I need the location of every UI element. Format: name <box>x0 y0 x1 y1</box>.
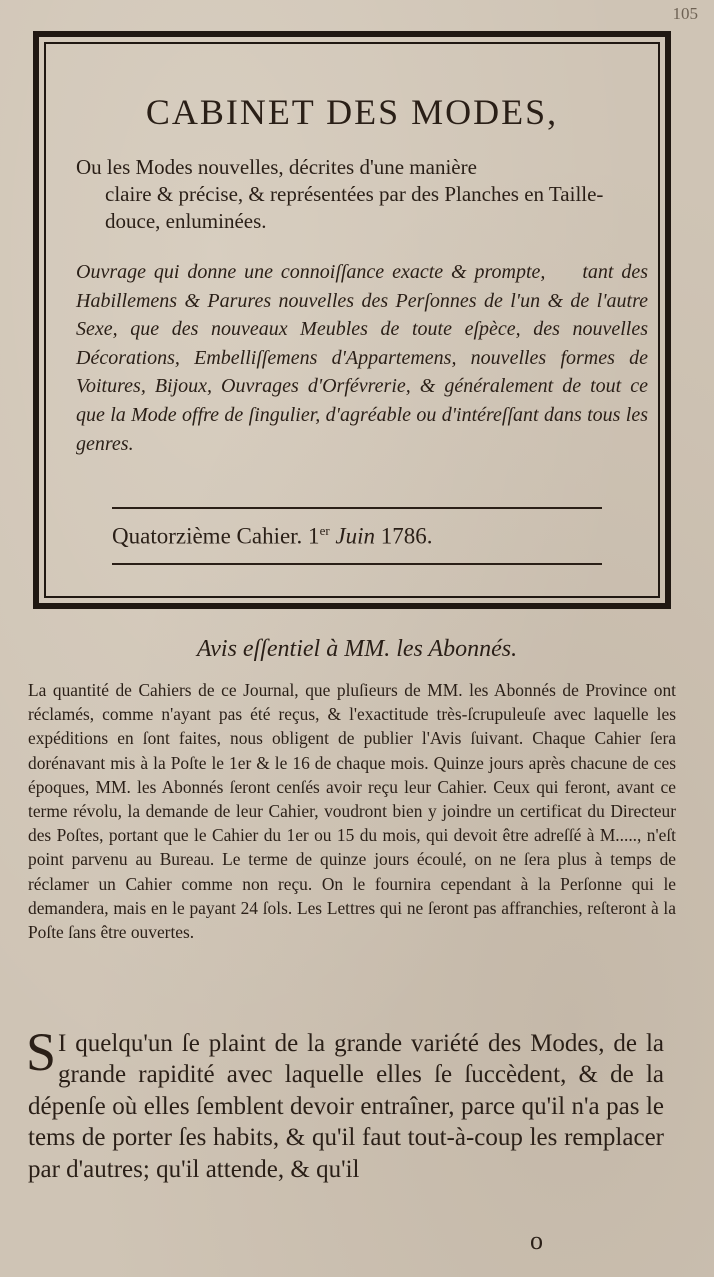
catchword: o <box>530 1226 543 1255</box>
publication-title: CABINET DES MODES, <box>145 92 559 132</box>
lower-rule <box>112 563 602 565</box>
page-number: 105 <box>672 4 698 23</box>
description-rest: tant des Habillemens & Parures nouvelles des Perſonnes de l'un & de l'autre Sexe, que des nouveaux Meubles de toute eſpèce, des nouvelles Décorations, Embelliſſemens d'Appartemens, nouvelles formes de Voitures, Bijoux, Ouvrages d'Orfévrerie, & généralement de tout ce que la Mode offre de ſingulier, d'agréable ou d'intéreſſant dans tous les genres. <box>76 261 648 455</box>
drop-cap: S <box>26 1022 57 1082</box>
issue-superscript: er <box>319 523 330 538</box>
notice-heading: Avis eſſentiel à MM. les Abonnés. <box>196 636 518 662</box>
main-paragraph: I quelqu'un ſe plaint de la grande variété des Modes, de la grande rapidité avec laquelle elles ſe ſuccèdent, & de la dépenſe où elles ſemblent devoir entraîner, parce qu'il n'a pas le tems de porter ſes habits, & qu'il faut tout-à-coup les remplacer par d'autres; qu'il attende, & qu'il <box>28 1030 664 1183</box>
publication-subtitle <box>76 154 636 235</box>
notice-body: La quantité de Cahiers de ce Journal, que pluſieurs de MM. les Abonnés de Province ont réclamés, comme n'ayant pas été reçus, & l'exactitude très-ſcrupuleuſe avec laquelle les expéditions en ſont faites, nous obligent de publier l'Avis ſuivant. Chaque Cahier ſera dorénavant mis à la Poſte le 1er & le 16 de chaque mois. Quinze jours après chacune de ces époques, MM. les Abonnés ſeront cenſés avoir reçu leur Cahier. Ceux qui feront, avant ce terme révolu, la demande de leur Cahier, voudront bien y joindre un certificat du Directeur des Poſtes, portant que le Cahier du 1er ou 15 du mois, qui devoit être adreſſé à M....., n'eſt point parvenu au Bureau. Le terme de quinze jours écoulé, on ne ſera plus à temps de réclamer un Cahier comme non reçu. On le fournira cependant à la Perſonne qui le demandera, mais en le payant 24 ſols. Les Lettres qui ne ſeront pas affranchies, reſteront à la Poſte ſans être ouvertes. <box>28 680 676 943</box>
main-text <box>26 1022 664 1185</box>
upper-rule <box>112 507 602 509</box>
issue-line <box>112 523 602 550</box>
title-frame <box>33 31 671 609</box>
description-lead: Ouvrage qui donne une connoiſſance exacte & prompte, <box>76 261 546 283</box>
issue-year: 1786. <box>380 523 433 549</box>
title-frame-inner <box>44 42 660 598</box>
publication-description <box>76 258 648 458</box>
issue-month: Juin <box>335 523 376 549</box>
issue-label: Quatorzième Cahier. 1 <box>112 523 320 549</box>
subtitle-line-1: Ou les Modes nouvelles, décrites d'une manière <box>76 155 477 179</box>
subtitle-rest: claire & précise, & représentées par des Planches en Taille-douce, enluminées. <box>105 182 604 233</box>
